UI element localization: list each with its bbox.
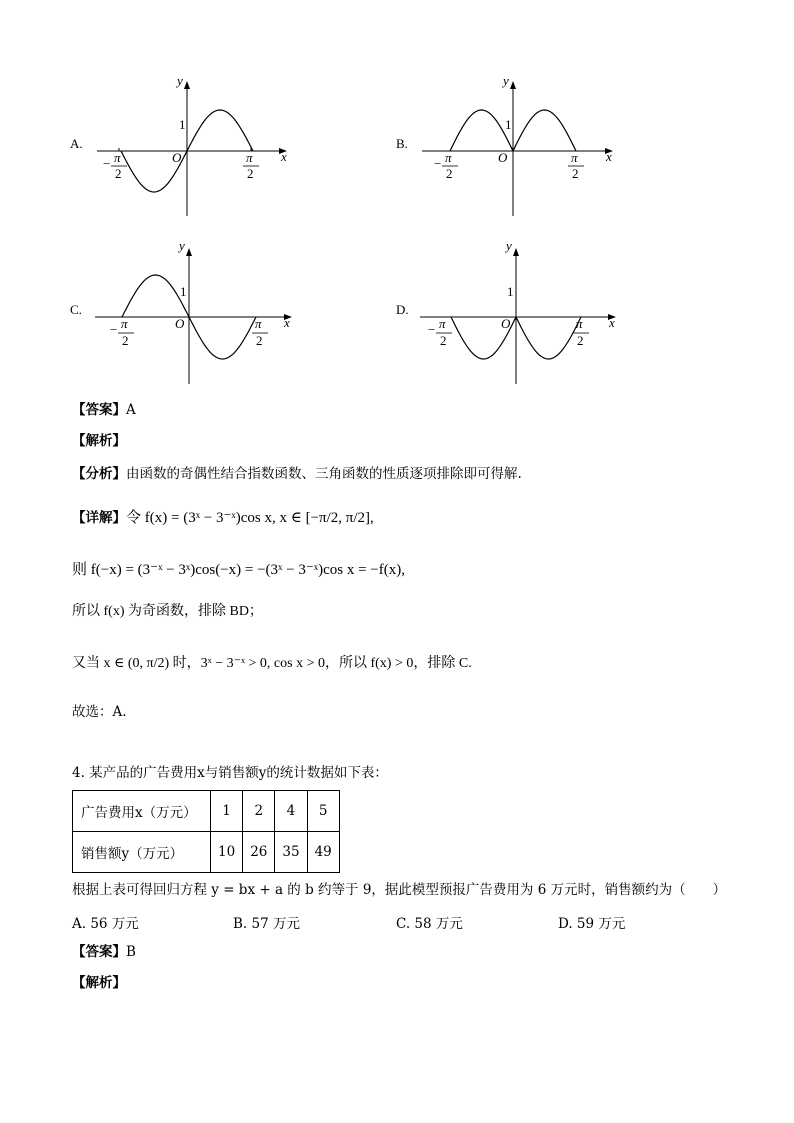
option-a: A. 56 万元 [72,916,139,932]
pos-two-label: 2 [256,333,263,348]
x-axis-label: x [284,315,290,330]
origin-label: O [172,150,182,165]
neg-sign: − [434,156,442,171]
pos-two-label: 2 [572,166,579,181]
pos-pi-label: π [255,316,262,331]
fenxi-text: 由函数的奇偶性结合指数函数、三角函数的性质逐项排除即可得解. [126,466,522,482]
answer-value: A [126,402,136,418]
option-b: B. 57 万元 [233,916,300,932]
y-axis-label: y [503,73,509,88]
table-cell: 10 [211,832,243,873]
row-header: 销售额y（万元） [73,832,211,873]
neg-sign: − [428,322,436,337]
neg-two-label: 2 [122,333,129,348]
pos-pi-label: π [571,150,578,165]
q4-stem: 4. 某产品的广告费用x与销售额y的统计数据如下表： [72,765,388,781]
graph-d-svg [0,0,640,400]
q4-answer-line [72,942,136,962]
y-axis-label: y [179,238,185,253]
q3-choose-line: 故选：A. [72,704,127,720]
y-axis-label: y [506,238,512,253]
option-c: C. 58 万元 [396,916,463,932]
table-cell: 5 [307,791,339,832]
answer-label: 【答案】 [72,944,126,960]
q3-detail-line-3: 所以 f(x) 为奇函数，排除 BD； [72,604,263,619]
q3-detail-line-1 [72,507,374,528]
origin-label: O [175,316,185,331]
origin-label: O [501,316,511,331]
table-cell: 26 [243,832,275,873]
table-row [73,791,340,832]
q4-question: 根据上表可得回归方程 y = bx + a 的 b 约等于 9，据此模型预报广告费用为 6 万元时，销售额约为（ ） [72,882,727,898]
x-axis-label: x [606,149,612,164]
neg-two-label: 2 [115,166,122,181]
table-cell: 35 [275,832,307,873]
neg-sign: − [110,322,118,337]
pos-two-label: 2 [247,166,254,181]
graph-option-label: A. [70,136,83,151]
neg-pi-label: π [121,316,128,331]
tick-one-label: 1 [505,117,512,132]
tick-one-label: 1 [179,117,186,132]
q4-data-table [72,790,340,873]
pos-pi-label: π [576,316,583,331]
table-cell: 2 [243,791,275,832]
neg-two-label: 2 [446,166,453,181]
answer-value: B [126,944,136,960]
graph-option-label: C. [70,302,82,317]
option-d: D. 59 万元 [558,916,626,932]
pos-two-label: 2 [577,333,584,348]
tick-one-label: 1 [507,284,514,299]
x-axis-label: x [281,149,287,164]
q3-fenxi-line [72,464,522,484]
graph-option-label: D. [396,302,409,317]
q4-analysis-label: 【解析】 [72,975,126,991]
q3-answer-line [72,400,136,420]
y-axis-label: y [177,73,183,88]
origin-label: O [498,150,508,165]
answer-label: 【答案】 [72,402,126,418]
q3-detail-line-2: 则 f(−x) = (3⁻ˣ − 3ˣ)cos(−x) = −(3ˣ − 3⁻ˣ)cos x = −f(x), [72,562,405,578]
table-cell: 1 [211,791,243,832]
pos-pi-label: π [246,150,253,165]
fenxi-label: 【分析】 [72,466,126,482]
neg-sign: − [103,156,111,171]
q3-detail-line-4: 又当 x ∈ (0, π/2) 时，3ˣ − 3⁻ˣ > 0, cos x > 0，所以 f(x) > 0，排除 C. [72,656,472,671]
table-row [73,832,340,873]
table-cell: 49 [307,832,339,873]
detail-label: 【详解】 [72,510,126,526]
graph-option-label: B. [396,136,408,151]
q3-analysis-label: 【解析】 [72,433,126,449]
neg-two-label: 2 [440,333,447,348]
neg-pi-label: π [439,316,446,331]
neg-pi-label: π [114,150,121,165]
row-header: 广告费用x（万元） [73,791,211,832]
detail-text-1: 令 f(x) = (3ˣ − 3⁻ˣ)cos x, x ∈ [−π/2, π/2], [126,510,374,526]
x-axis-label: x [609,315,615,330]
neg-pi-label: π [445,150,452,165]
table-cell: 4 [275,791,307,832]
tick-one-label: 1 [180,284,187,299]
